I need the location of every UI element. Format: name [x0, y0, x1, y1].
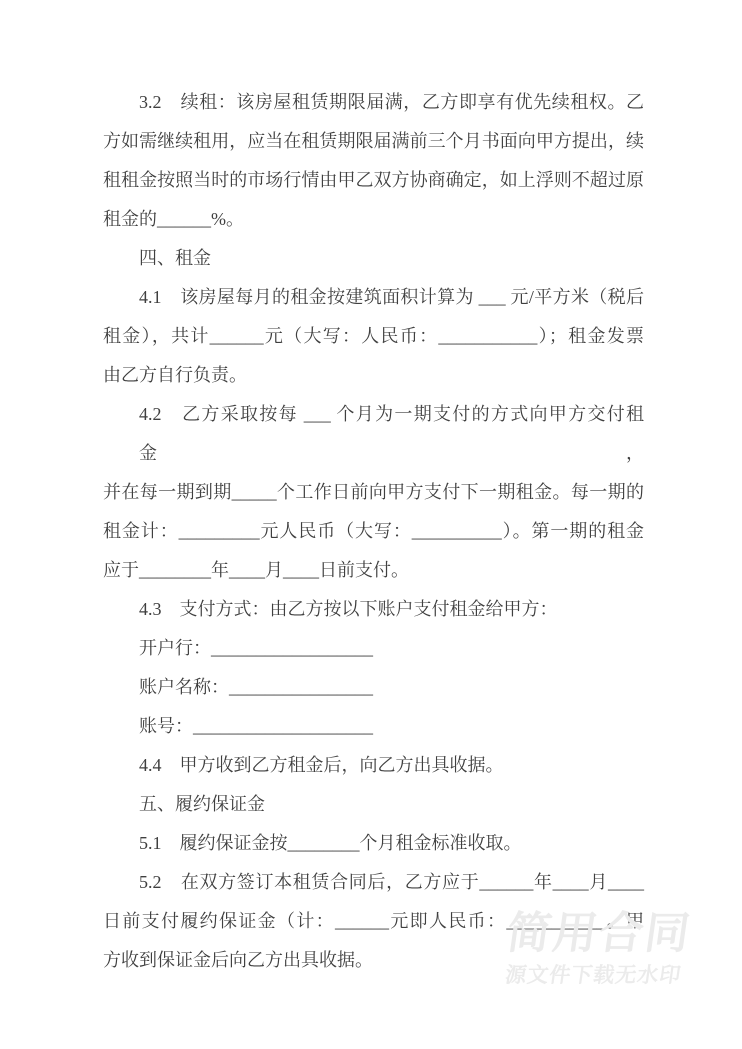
text-line: 租金计：_________元人民币（大写：__________）。第一期的租金	[103, 521, 644, 541]
watermark-title: 简用合同	[503, 909, 695, 958]
text-line: 5.1 履约保证金按________个月租金标准收取。	[139, 833, 522, 853]
text-line: 账户名称：________________	[139, 677, 373, 697]
text-line: 4.3 支付方式：由乙方按以下账户支付租金给甲方：	[139, 599, 558, 619]
text-line: 应于________年____月____日前支付。	[103, 560, 409, 580]
watermark-subtitle: 源文件下载无水印	[503, 964, 683, 987]
text-line: 4.1 该房屋每月的租金按建筑面积计算为 ___ 元/平方米（税后	[139, 287, 644, 307]
text-line: 由乙方自行负责。	[103, 365, 247, 385]
text-line: 租金的______%。	[103, 209, 244, 229]
text-line: 开户行：__________________	[139, 638, 373, 658]
text-line: 五、履约保证金	[139, 794, 265, 814]
text-line: 并在每一期到期_____个工作日前向甲方支付下一期租金。每一期的	[103, 482, 644, 502]
text-line: 租租金按照当时的市场行情由甲乙双方协商确定，如上浮则不超过原	[103, 170, 644, 190]
text-line: 方如需继续租用，应当在租赁期限届满前三个月书面向甲方提出，续	[103, 131, 644, 151]
text-line: 日前支付履约保证金（计：______元即人民币：___________。甲	[103, 911, 644, 931]
text-line: 租金），共计______元（大写：人民币：___________）；租金发票	[103, 326, 644, 346]
text-line: 方收到保证金后向乙方出具收据。	[103, 950, 373, 970]
text-line: 3.2 续租：该房屋租赁期限届满，乙方即享有优先续租权。乙	[139, 92, 644, 112]
document-body	[103, 83, 644, 980]
text-line: 4.2 乙方采取按每 ___ 个月为一期支付的方式向甲方交付租金，	[139, 404, 644, 463]
text-line: 4.4 甲方收到乙方租金后，向乙方出具收据。	[139, 755, 504, 775]
text-line: 账号：____________________	[139, 716, 373, 736]
text-line: 5.2 在双方签订本租赁合同后，乙方应于______年____月____	[139, 872, 644, 892]
text-line: 四、租金	[139, 248, 211, 268]
